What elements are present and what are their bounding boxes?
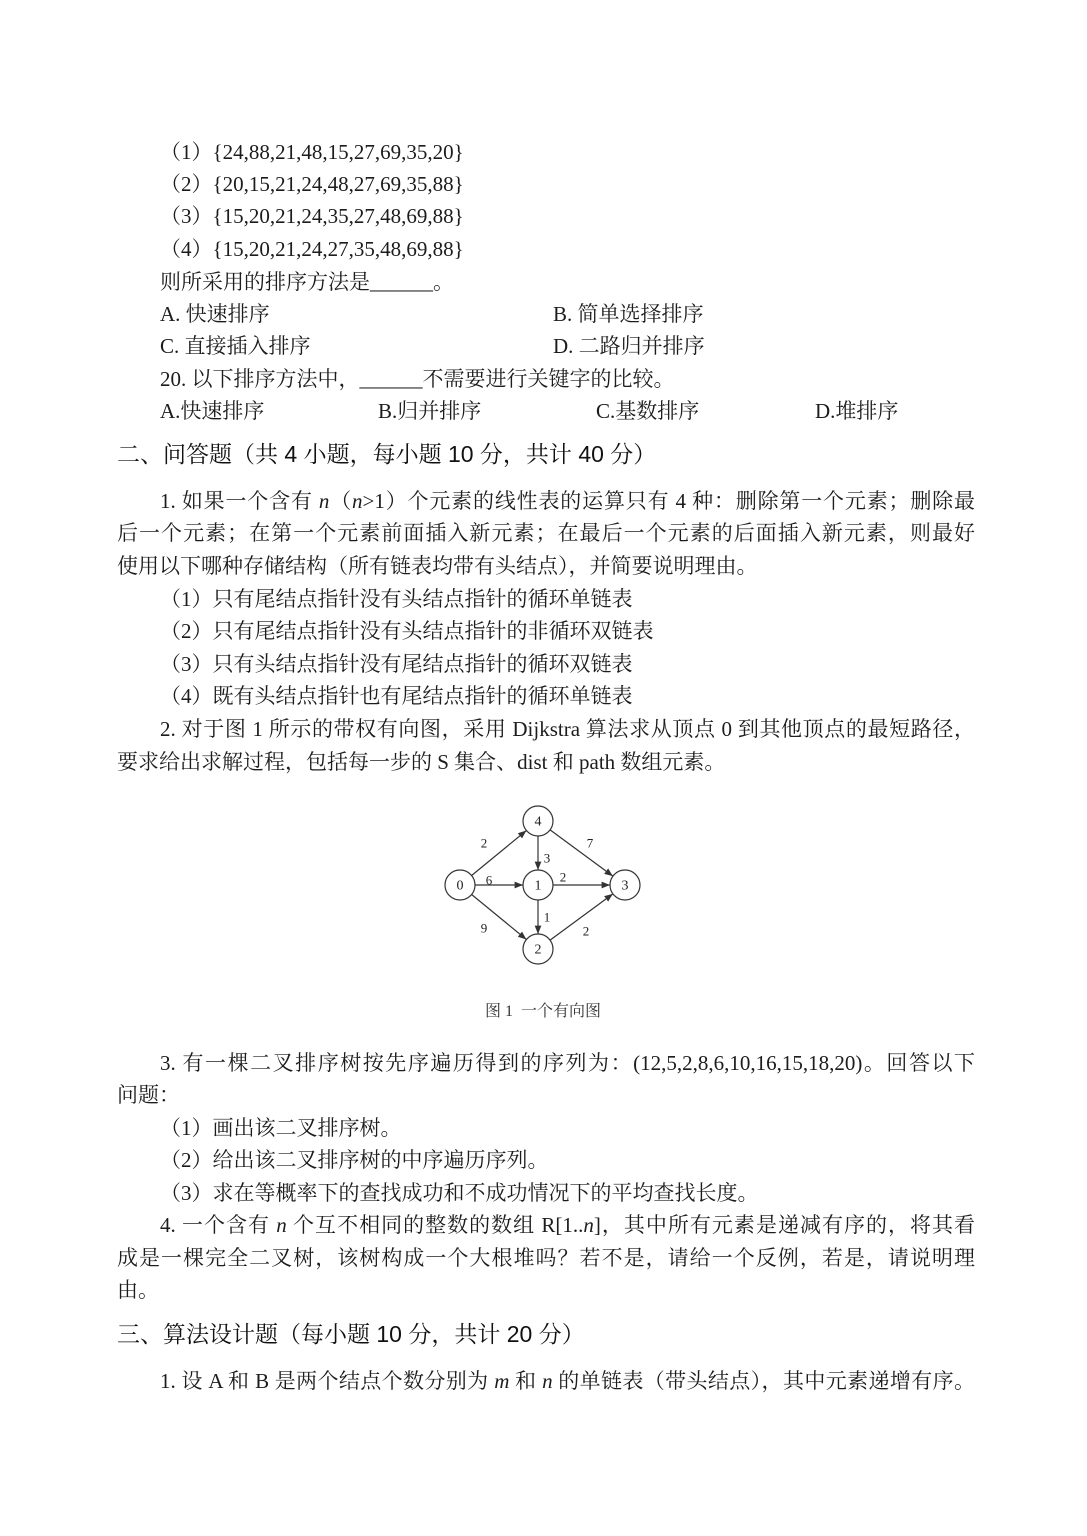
figure-1-caption: 图 1 一个有向图: [484, 1003, 601, 1020]
edge-weight-4-3: 7: [586, 835, 594, 851]
section2-heading: 二、问答题（共 4 小题，每小题 10 分，共计 40 分）: [117, 441, 657, 467]
node-3-label: 3: [621, 878, 629, 894]
s2-q1-line1-text-a: 1. 如果一个含有: [160, 489, 319, 513]
node-2-label: 2: [534, 942, 542, 958]
variable-m: m: [494, 1369, 510, 1393]
edge-2-3: [550, 894, 613, 940]
s2-q4-line1-text-a: 4. 一个含有: [160, 1213, 277, 1237]
s2-q3-option-2: （2）给出该二叉排序树的中序遍历序列。: [160, 1148, 549, 1172]
s2-q4-line2: 成是一棵完全二叉树，该树构成一个大根堆吗？若不是，请给一个反例，若是，请说明理: [117, 1246, 975, 1270]
q19-choice-d: D. 二路归并排序: [553, 334, 705, 358]
s2-q3-line2: 问题：: [117, 1083, 180, 1107]
s2-q3-line1: 3. 有一棵二叉排序树按先序遍历得到的序列为：(12,5,2,8,6,10,16,15,18,20)。回答以下: [160, 1051, 975, 1075]
s2-q2-line2: 要求给出求解过程，包括每一步的 S 集合、dist 和 path 数组元素。: [117, 750, 726, 774]
s2-q1-line1: [160, 488, 975, 514]
s2-q1-line1-text-c: >1）个元素的线性表的运算只有 4 种：删除第一个元素；删除最: [362, 489, 976, 513]
q20-choice-d: D.堆排序: [815, 399, 899, 423]
variable-n: n: [318, 489, 330, 513]
q19-stem: 则所采用的排序方法是______。: [160, 270, 454, 294]
s2-q3-option-3: （3）求在等概率下的查找成功和不成功情况下的平均查找长度。: [160, 1181, 759, 1205]
s2-q1-line1-text-b: （: [329, 489, 353, 513]
edge-weight-0-2: 9: [480, 920, 488, 936]
s2-q4-line1-text-c: ]，其中所有元素是递减有序的，将其看: [593, 1213, 976, 1237]
s2-q4-line3: 由。: [117, 1278, 159, 1302]
q19-choice-b: B. 简单选择排序: [553, 302, 704, 326]
q20-choice-a: A.快速排序: [160, 399, 265, 423]
variable-n: n: [276, 1213, 287, 1237]
q19-choice-c: C. 直接插入排序: [160, 334, 311, 358]
s3-q1-line1-text-c: 的单链表（带头结点），其中元素递增有序。: [552, 1369, 976, 1393]
q19-choice-a: A. 快速排序: [160, 302, 270, 326]
s2-q1-line3: 使用以下哪种存储结构（所有链表均带有头结点），并简要说明理由。: [117, 554, 758, 578]
s3-q1-line1-text-b: 和: [509, 1369, 543, 1393]
q20-choice-b: B.归并排序: [378, 399, 482, 423]
q20-choice-c: C.基数排序: [596, 399, 700, 423]
section3-heading: 三、算法设计题（每小题 10 分，共计 20 分）: [117, 1321, 585, 1347]
s3-q1-line1-text-a: 1. 设 A 和 B 是两个结点个数分别为: [160, 1369, 495, 1393]
s2-q3-option-1: （1）画出该二叉排序树。: [160, 1116, 402, 1140]
q19-sequence-3: （3）{15,20,21,24,35,27,48,69,88}: [160, 204, 464, 228]
s2-q1-option-3: （3）只有头结点指针没有尾结点指针的循环双链表: [160, 652, 633, 676]
edge-weight-4-1: 3: [543, 850, 551, 866]
q19-sequence-2: （2）{20,15,21,24,48,27,69,35,88}: [160, 172, 464, 196]
q19-sequence-1: （1）{24,88,21,48,15,27,69,35,20}: [160, 140, 464, 164]
s2-q1-option-4: （4）既有头结点指针也有尾结点指针的循环单链表: [160, 684, 633, 708]
variable-n: n: [583, 1213, 594, 1237]
edge-weight-1-3: 2: [559, 869, 567, 885]
figure-1-graph: [440, 800, 650, 970]
s3-q1-line1: [160, 1368, 975, 1394]
s2-q4-line1-text-b: 个互不相同的整数的数组 R[1..: [286, 1213, 584, 1237]
edge-weight-1-2: 1: [543, 909, 551, 925]
node-4-label: 4: [534, 814, 542, 830]
edge-weight-0-1: 6: [485, 872, 493, 888]
variable-n: n: [542, 1369, 553, 1393]
edge-weight-2-3: 2: [582, 923, 590, 939]
node-1-label: 1: [534, 878, 542, 894]
node-0-label: 0: [456, 878, 464, 894]
s2-q1-option-2: （2）只有尾结点指针没有头结点指针的非循环双链表: [160, 619, 654, 643]
s2-q2-line1: 2. 对于图 1 所示的带权有向图，采用 Dijkstra 算法求从顶点 0 到其他顶点的最短路径，: [160, 717, 975, 741]
q20-stem: 20. 以下排序方法中，______不需要进行关键字的比较。: [160, 367, 675, 391]
s2-q1-line2: 后一个元素；在第一个元素前面插入新元素；在最后一个元素的后面插入新元素，则最好: [117, 521, 975, 545]
q19-sequence-4: （4）{15,20,21,24,27,35,48,69,88}: [160, 237, 464, 261]
s2-q1-option-1: （1）只有尾结点指针没有头结点指针的循环单链表: [160, 587, 633, 611]
variable-n: n: [352, 489, 363, 513]
s2-q4-line1: [160, 1212, 975, 1238]
edge-weight-0-4: 2: [480, 835, 488, 851]
